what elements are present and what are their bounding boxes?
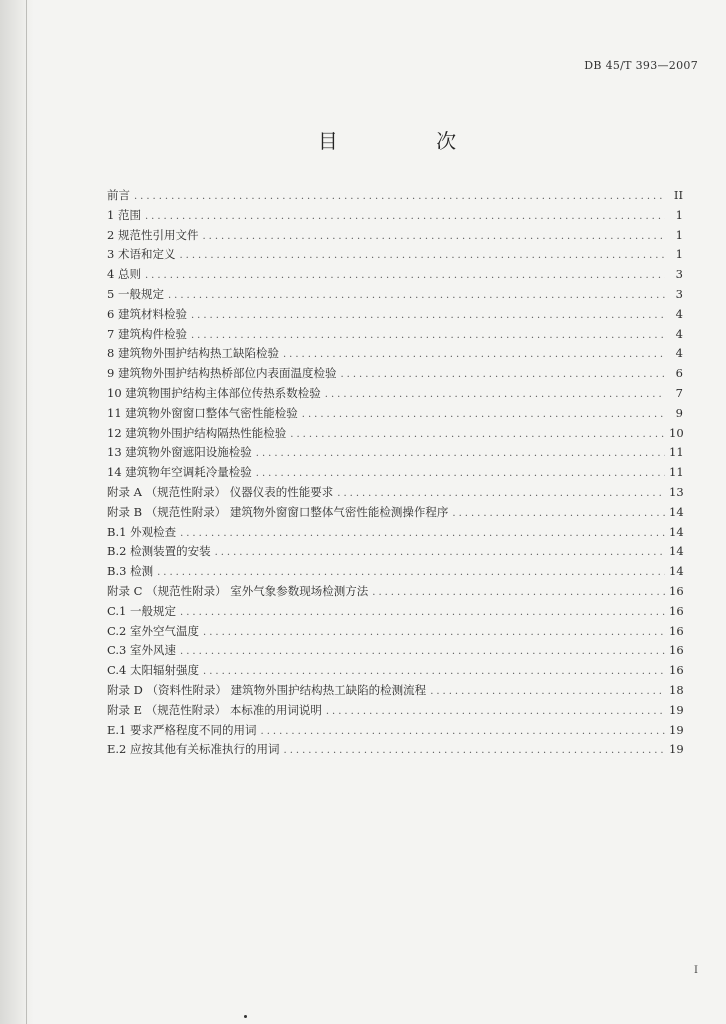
- document-code: DB 45/T 393—2007: [584, 59, 698, 72]
- toc-leader-dots: [168, 286, 665, 306]
- toc-entry-label: B.1 外观检查: [107, 524, 177, 539]
- toc-leader-dots: [180, 524, 665, 544]
- toc-entry[interactable]: [107, 424, 683, 444]
- toc-entry-label: B.3 检测: [107, 564, 154, 579]
- toc-entry[interactable]: [107, 325, 683, 345]
- scan-speck: [244, 1015, 247, 1018]
- toc-entry-page: 19: [669, 722, 684, 737]
- toc-leader-dots: [215, 543, 665, 563]
- toc-entry[interactable]: [107, 463, 683, 483]
- toc-entry-label: 5 一般规定: [107, 286, 164, 301]
- toc-entry-page: 18: [669, 682, 684, 697]
- toc-leader-dots: [180, 603, 665, 623]
- table-of-contents: [107, 186, 683, 760]
- toc-entry-page: 1: [675, 247, 683, 262]
- toc-entry[interactable]: [107, 740, 683, 760]
- toc-entry-page: 14: [669, 564, 684, 579]
- toc-entry[interactable]: [107, 443, 683, 463]
- toc-entry-page: 16: [669, 603, 684, 618]
- toc-entry[interactable]: [107, 186, 683, 206]
- toc-leader-dots: [325, 385, 665, 405]
- toc-entry-label: C.3 室外风速: [107, 643, 177, 658]
- toc-entry-label: 附录 A （规范性附录） 仪器仪表的性能要求: [107, 484, 334, 499]
- toc-leader-dots: [283, 345, 665, 365]
- toc-leader-dots: [191, 326, 665, 346]
- toc-leader-dots: [290, 425, 665, 445]
- toc-entry-label: 10 建筑物围护结构主体部位传热系数检验: [107, 385, 321, 400]
- toc-entry-page: 3: [675, 286, 683, 301]
- toc-entry[interactable]: [107, 285, 683, 305]
- toc-entry-page: 3: [675, 267, 683, 282]
- toc-entry[interactable]: [107, 562, 683, 582]
- toc-entry-page: 14: [669, 544, 684, 559]
- toc-entry-label: 4 总则: [107, 267, 141, 282]
- toc-entry-label: B.2 检测装置的安装: [107, 544, 211, 559]
- toc-entry[interactable]: [107, 206, 683, 226]
- toc-entry-label: 附录 B （规范性附录） 建筑物外窗窗口整体气密性能检测操作程序: [107, 504, 449, 519]
- toc-entry[interactable]: [107, 721, 683, 741]
- toc-entry[interactable]: [107, 226, 683, 246]
- toc-entry-label: 13 建筑物外窗遮阳设施检验: [107, 445, 252, 460]
- toc-entry[interactable]: [107, 602, 683, 622]
- footer-page-number: I: [694, 965, 698, 976]
- toc-leader-dots: [337, 484, 665, 504]
- toc-entry-label: 2 规范性引用文件: [107, 227, 199, 242]
- toc-entry-page: 16: [669, 623, 684, 638]
- toc-entry-page: 14: [669, 504, 684, 519]
- toc-entry-page: 16: [669, 583, 684, 598]
- toc-entry-label: 1 范围: [107, 207, 141, 222]
- toc-leader-dots: [203, 662, 665, 682]
- toc-entry-page: 13: [669, 484, 684, 499]
- page-title: 目 次: [317, 129, 503, 153]
- toc-entry[interactable]: [107, 344, 683, 364]
- toc-entry-label: 12 建筑物外围护结构隔热性能检验: [107, 425, 287, 440]
- toc-entry-label: 9 建筑物外围护结构热桥部位内表面温度检验: [107, 366, 337, 381]
- toc-entry-page: 11: [669, 465, 684, 480]
- toc-leader-dots: [430, 682, 665, 702]
- toc-leader-dots: [340, 365, 665, 385]
- toc-entry-page: II: [673, 188, 683, 202]
- toc-entry-page: 7: [675, 385, 683, 400]
- toc-leader-dots: [134, 187, 665, 207]
- toc-leader-dots: [145, 266, 665, 286]
- toc-entry-label: C.4 太阳辐射强度: [107, 663, 200, 678]
- toc-leader-dots: [452, 504, 665, 524]
- toc-entry[interactable]: [107, 503, 683, 523]
- toc-leader-dots: [256, 444, 665, 464]
- toc-entry[interactable]: [107, 364, 683, 384]
- toc-entry-page: 11: [669, 445, 684, 460]
- toc-entry-label: 6 建筑材料检验: [107, 306, 187, 321]
- toc-entry[interactable]: [107, 582, 683, 602]
- toc-entry-label: 附录 C （规范性附录） 室外气象参数现场检测方法: [107, 583, 369, 598]
- toc-entry-page: 4: [675, 346, 683, 361]
- toc-entry-page: 1: [675, 227, 683, 242]
- toc-entry-label: 8 建筑物外围护结构热工缺陷检验: [107, 346, 279, 361]
- toc-entry-page: 4: [675, 306, 683, 321]
- toc-entry[interactable]: [107, 661, 683, 681]
- toc-entry[interactable]: [107, 701, 683, 721]
- toc-entry[interactable]: [107, 681, 683, 701]
- toc-entry-page: 16: [669, 643, 684, 658]
- toc-leader-dots: [372, 583, 665, 603]
- toc-entry[interactable]: [107, 245, 683, 265]
- toc-leader-dots: [284, 741, 665, 761]
- toc-entry-label: E.2 应按其他有关标准执行的用词: [107, 742, 280, 757]
- toc-entry-page: 6: [675, 366, 683, 381]
- toc-entry-page: 10: [669, 425, 684, 440]
- toc-entry-label: 14 建筑物年空调耗冷量检验: [107, 465, 252, 480]
- toc-leader-dots: [157, 563, 665, 583]
- toc-leader-dots: [145, 207, 665, 227]
- toc-entry[interactable]: [107, 384, 683, 404]
- toc-entry-page: 16: [669, 663, 684, 678]
- toc-leader-dots: [179, 246, 665, 266]
- toc-entry-label: 前言: [107, 188, 130, 202]
- toc-leader-dots: [326, 702, 665, 722]
- toc-entry-page: 9: [675, 405, 683, 420]
- toc-entry[interactable]: [107, 404, 683, 424]
- toc-entry-label: 7 建筑构件检验: [107, 326, 187, 341]
- toc-entry[interactable]: [107, 622, 683, 642]
- toc-entry-page: 4: [675, 326, 683, 341]
- toc-entry-page: 19: [669, 702, 684, 717]
- toc-entry-label: E.1 要求严格程度不同的用词: [107, 722, 257, 737]
- toc-leader-dots: [261, 722, 665, 742]
- toc-entry-page: 19: [669, 742, 684, 757]
- toc-leader-dots: [203, 623, 665, 643]
- toc-entry[interactable]: [107, 641, 683, 661]
- toc-entry-page: 14: [669, 524, 684, 539]
- toc-leader-dots: [180, 642, 665, 662]
- toc-entry[interactable]: [107, 483, 683, 503]
- toc-entry-label: 3 术语和定义: [107, 247, 176, 262]
- toc-entry-label: C.1 一般规定: [107, 603, 177, 618]
- toc-entry-label: 附录 D （资料性附录） 建筑物外围护结构热工缺陷的检测流程: [107, 682, 427, 697]
- toc-entry[interactable]: [107, 265, 683, 285]
- toc-entry-label: 11 建筑物外窗窗口整体气密性能检验: [107, 405, 298, 420]
- toc-leader-dots: [256, 464, 665, 484]
- toc-entry-label: 附录 E （规范性附录） 本标准的用词说明: [107, 702, 322, 717]
- toc-leader-dots: [191, 306, 665, 326]
- toc-entry[interactable]: [107, 523, 683, 543]
- toc-entry[interactable]: [107, 305, 683, 325]
- toc-entry-label: C.2 室外空气温度: [107, 623, 200, 638]
- toc-leader-dots: [302, 405, 665, 425]
- toc-entry-page: 1: [675, 207, 683, 222]
- toc-entry[interactable]: [107, 542, 683, 562]
- toc-leader-dots: [202, 227, 665, 247]
